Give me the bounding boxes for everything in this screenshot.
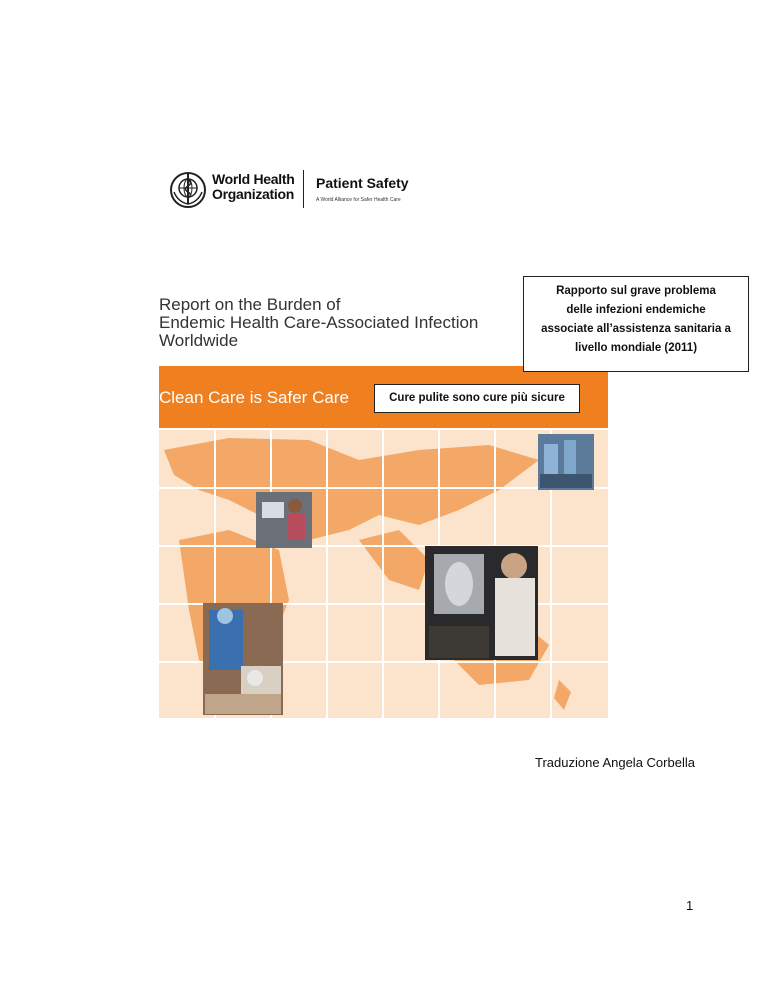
organization-name-line-2: Organization — [212, 186, 294, 202]
photo-xray — [425, 546, 538, 660]
cover-band-text: Clean Care is Safer Care — [159, 388, 349, 407]
world-map-collage — [159, 430, 608, 718]
translated-title-line-1: Rapporto sul grave problema — [556, 285, 716, 297]
photo-lab-worker — [256, 492, 312, 548]
translator-credit: Traduzione Angela Corbella — [535, 755, 695, 770]
translated-title-line-4: livello mondiale (2011) — [574, 342, 698, 354]
translated-title-line-2: delle infezioni endemiche — [566, 304, 706, 316]
photo-patient-care — [203, 603, 283, 715]
program-subtitle: A World Alliance for Safer Health Care — [316, 197, 401, 203]
translated-slogan-box: Cure pulite sono cure più sicure — [374, 384, 580, 413]
cover-title-line-2: Endemic Health Care-Associated Infection — [159, 313, 479, 332]
document-header — [168, 170, 428, 210]
page-number: 1 — [686, 898, 694, 913]
organization-name-line-1: World Health — [212, 171, 295, 187]
cover-title-line-1: Report on the Burden of — [159, 296, 341, 314]
who-emblem-icon — [168, 170, 208, 210]
header-divider — [303, 170, 304, 208]
translated-title-line-3: associate all’assistenza sanitaria a — [541, 323, 731, 335]
cover-title-line-3: Worldwide — [159, 331, 239, 350]
program-title: Patient Safety — [316, 175, 409, 191]
photo-surgery — [538, 434, 594, 490]
organization-name — [212, 172, 294, 202]
translated-title-box — [523, 276, 749, 372]
